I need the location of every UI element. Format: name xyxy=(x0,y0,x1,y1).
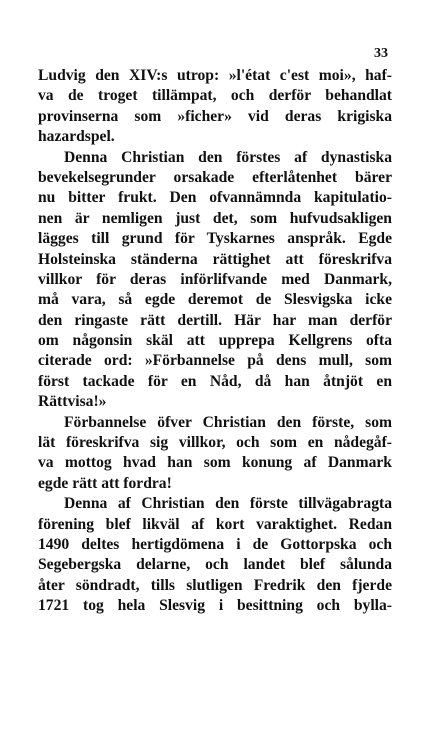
text-line: Ludvig den XIV:s utrop: »l'état c'est moi», haf- xyxy=(38,67,392,84)
text-line: lät föreskrifva sig villkor, och som en nådegåf- xyxy=(38,434,392,452)
text-line: villkor för deras införlifvande med Danmark, xyxy=(38,270,392,288)
text-line: bevekelsegrunder orsakade efterlåtenhet bärer xyxy=(38,168,392,186)
text-line: 1490 deltes hertigdömena i de Gottorpska och xyxy=(38,535,392,553)
page-number: 33 xyxy=(374,46,388,61)
text-line: Rättvisa!» xyxy=(38,393,107,411)
text-line: den ringaste rätt dertill. Här har man derför xyxy=(38,311,392,329)
text-line: hazardspel. xyxy=(38,128,115,146)
text-line: Denna af Christian den förste tillvägabragta xyxy=(64,495,392,513)
text-line: citerade ord: »Förbannelse på dens mull, som xyxy=(38,352,392,370)
text-line: Förbannelse öfver Christian den förste, som xyxy=(64,413,392,431)
text-line: egde rätt att fordra! xyxy=(38,474,172,492)
text-line: åter söndradt, tills slutligen Fredrik den fjerde xyxy=(38,576,392,594)
text-line: 1721 tog hela Slesvig i besittning och bylla- xyxy=(38,597,392,615)
body-text xyxy=(38,66,392,617)
text-line: nen är nemligen just det, som hufvudsakligen xyxy=(38,209,392,227)
text-line: lägges till grund för Tyskarnes anspråk. Egde xyxy=(38,230,392,248)
text-line: nu bitter frukt. Den ofvannämnda kapitulatio- xyxy=(38,189,392,207)
text-line: Denna Christian den förstes af dynastiska xyxy=(64,148,392,166)
text-line: va de troget tillämpat, och derför behandlat xyxy=(38,87,392,105)
text-line: Holsteinska ständerna rättighet att föreskrifva xyxy=(38,250,392,268)
text-line: Segebergska delarne, och landet blef sålunda xyxy=(38,556,392,574)
text-line: förening blef likväl af kort varaktighet. Redan xyxy=(38,515,392,533)
text-line: om någonsin skäl att upprepa Kellgrens ofta xyxy=(38,332,392,350)
text-line: provinserna som »ficher» vid deras krigiska xyxy=(38,107,392,125)
text-line: först tackade för en Nåd, då han åtnjöt en xyxy=(38,372,392,390)
text-line: va mottog hvad han som konung af Danmark xyxy=(38,454,392,472)
text-line: må vara, så egde deremot de Slesvigska icke xyxy=(38,291,392,309)
